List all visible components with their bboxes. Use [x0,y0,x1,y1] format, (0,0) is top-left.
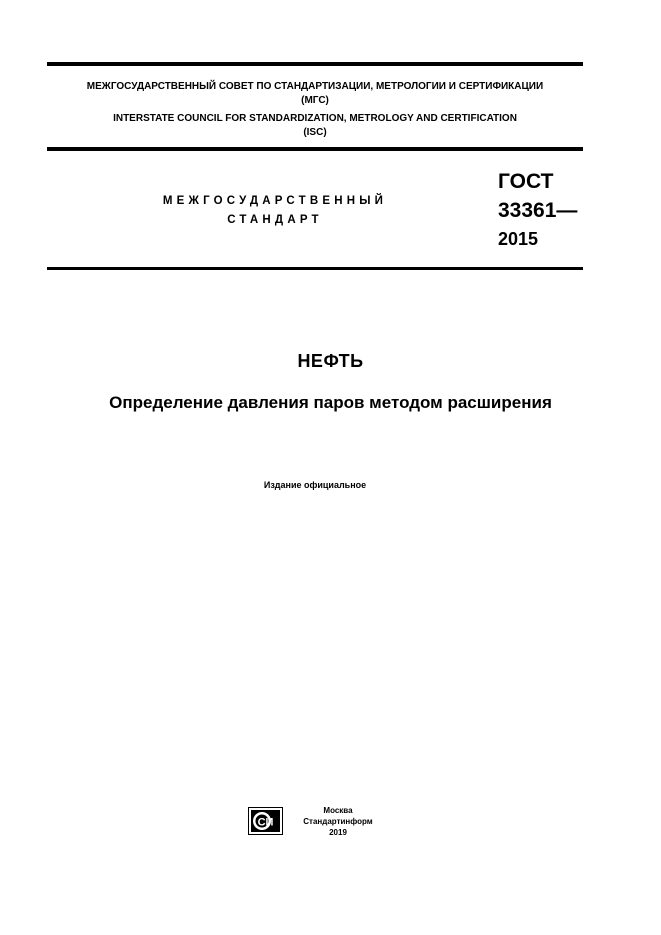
gost-designation [498,167,577,254]
publisher-block [292,805,384,838]
council-name-ru [47,80,583,108]
gost-year: 2015 [498,229,539,249]
publisher-city: Москва [323,806,353,815]
document-subtitle: Определение давления паров методом расширения [109,393,552,412]
gost-label: ГОСТ [498,170,554,193]
bottom-rule [47,267,583,270]
top-rule [47,62,583,66]
publisher-name: Стандартинформ [303,817,373,826]
council-abbr-ru: (МГС) [301,95,329,106]
council-abbr-en: (ISC) [303,127,327,138]
publisher-year: 2019 [329,828,347,837]
document-title: НЕФТЬ [297,351,364,371]
council-name-en-line1: INTERSTATE COUNCIL FOR STANDARDIZATION, METROLOGY AND CERTIFICATION [113,113,517,124]
standard-type-line2: СТАНДАРТ [227,214,323,226]
council-name-en [47,112,583,140]
standard-type-line1: МЕЖГОСУДАРСТВЕННЫЙ [162,195,388,207]
edition-note: Издание официальное [263,480,367,490]
middle-rule [47,147,583,151]
standartinform-logo-icon [248,807,283,835]
logo-text: СИ [257,816,274,829]
council-name-ru-line1: МЕЖГОСУДАРСТВЕННЫЙ СОВЕТ ПО СТАНДАРТИЗАЦИИ, МЕТРОЛОГИИ И СЕРТИФИКАЦИИ [86,81,544,92]
gost-number: 33361— [498,199,578,222]
